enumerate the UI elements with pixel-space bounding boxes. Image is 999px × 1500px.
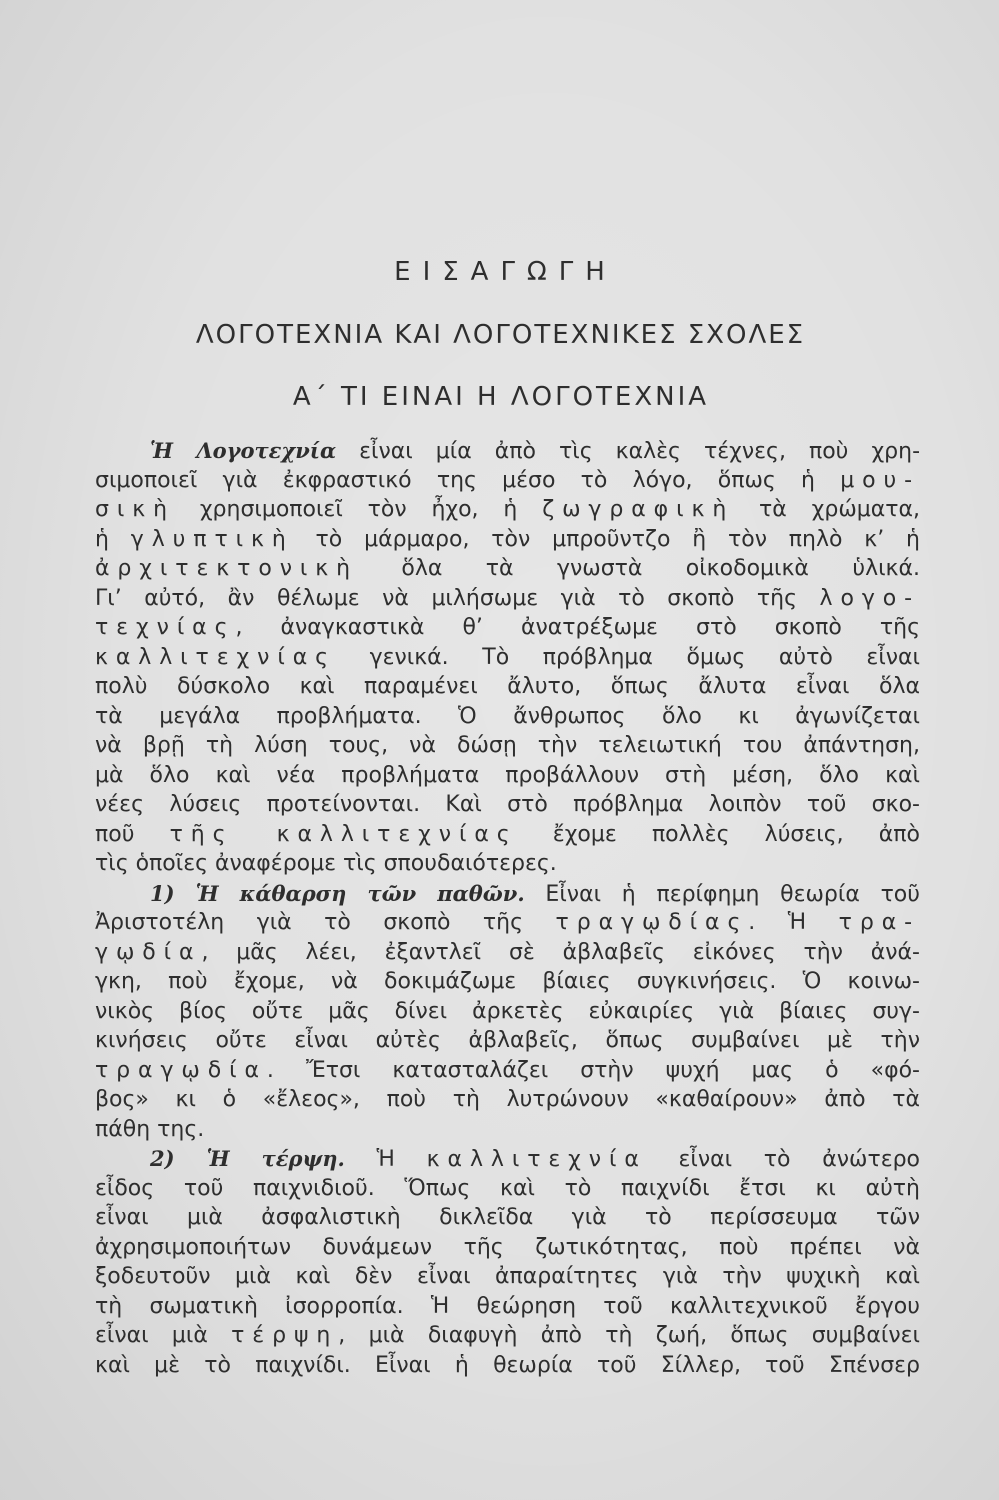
text-run: εἶναι μιὰ bbox=[95, 1323, 232, 1348]
text-run: τὰ χρώματα, bbox=[734, 497, 920, 522]
text-run: ἀχρησιμοποιήτων δυνάμεων τῆς ζωτικότητας, ποὺ πρέπει νὰ bbox=[95, 1234, 920, 1260]
text-run: Γι’ αὐτό, ἂν θέλωμε νὰ μιλήσωμε γιὰ τὸ σκοπὸ τῆς bbox=[95, 585, 820, 611]
text-line bbox=[95, 466, 920, 496]
text-line bbox=[95, 938, 920, 968]
text-run: ἔχομε πολλὲς λύσεις, ἀπὸ bbox=[517, 821, 920, 847]
text-line bbox=[95, 584, 920, 614]
spaced-emphasis: σικὴ bbox=[95, 497, 175, 522]
spaced-emphasis: γλυπτικὴ bbox=[130, 526, 294, 552]
text-run: χρησιμοποιεῖ τὸν ἦχο, ἡ bbox=[174, 497, 543, 522]
text-run: ξοδευτοῦν μιὰ καὶ δὲν εἶναι ἀπαραίτητες γιὰ τὴν ψυχικὴ καὶ bbox=[95, 1264, 920, 1289]
text-run: , μιὰ διαφυγὴ ἀπὸ τὴ ζωή, ὅπως συμβαίνει bbox=[338, 1323, 920, 1348]
text-line bbox=[95, 554, 920, 584]
spaced-emphasis: μου- bbox=[840, 467, 920, 493]
text-line bbox=[95, 495, 920, 525]
text-run: μὰ ὅλο καὶ νέα προβλήματα προβάλλουν στὴ μέση, ὅλο καὶ bbox=[95, 762, 920, 788]
text-run: , μᾶς λέει, ἐξαντλεῖ σὲ ἀβλαβεῖς εἰκόνες τὴν ἀνά- bbox=[201, 939, 920, 965]
text-run: . Ἔτσι κατασταλάζει στὴν ψυχή μας ὁ «φό- bbox=[266, 1057, 920, 1083]
text-line bbox=[95, 1144, 920, 1174]
text-run: Ἡ bbox=[344, 1147, 427, 1172]
text-line bbox=[95, 908, 920, 938]
text-run: τὴ σωματικὴ ἰσορροπία. Ἡ θεώρηση τοῦ καλλιτεχνικοῦ ἔργου bbox=[95, 1293, 920, 1319]
text-run: βος» κι ὁ «ἔλεος», ποὺ τὴ λυτρώνουν «καθαίρουν» ἀπὸ τὰ bbox=[95, 1087, 920, 1112]
spaced-emphasis: τρα- bbox=[838, 910, 920, 935]
text-run: τὰ μεγάλα προβλήματα. Ὁ ἄνθρωπος ὅλο κι ἀγωνίζεται bbox=[95, 703, 920, 729]
emphasized-heading: 1) Ἡ κάθαρση τῶν παθῶν. bbox=[150, 880, 525, 906]
text-line bbox=[95, 761, 920, 791]
emphasized-heading: 2) Ἡ τέρψη. bbox=[150, 1146, 345, 1171]
text-line bbox=[95, 1026, 920, 1056]
text-line bbox=[95, 879, 920, 909]
text-line bbox=[95, 849, 920, 879]
text-line bbox=[95, 525, 920, 555]
text-run: νέες λύσεις προτείνονται. Καὶ στὸ πρόβλημα λοιπὸν τοῦ σκο- bbox=[95, 792, 920, 817]
spaced-emphasis: γῳδία bbox=[95, 939, 202, 965]
spaced-emphasis: λογο- bbox=[819, 585, 920, 611]
text-run: ὅλα τὰ γνωστὰ οἰκοδομικὰ ὑλικά. bbox=[358, 556, 920, 581]
paragraph bbox=[95, 436, 920, 879]
chapter-subtitle: ΛΟΓΟΤΕΧΝΙΑ ΚΑΙ ΛΟΓΟΤΕΧΝΙΚΕΣ ΣΧΟΛΕΣ bbox=[195, 320, 806, 350]
spaced-emphasis: τέρψη bbox=[231, 1323, 339, 1348]
text-run: καὶ μὲ τὸ παιχνίδι. Εἶναι ἡ θεωρία τοῦ Σίλλερ, τοῦ Σπένσερ bbox=[95, 1352, 920, 1378]
text-run: , ἀναγκαστικὰ θ’ ἀνατρέξωμε στὸ σκοπὸ τῆς bbox=[235, 615, 920, 640]
text-line bbox=[95, 672, 920, 702]
text-run: νικὸς βίος οὔτε μᾶς δίνει ἀρκετὲς εὐκαιρίες γιὰ βίαιες συγ- bbox=[95, 998, 920, 1024]
text-run: ποῦ bbox=[95, 821, 170, 847]
text-run: εἶναι μία ἀπὸ τὶς καλὲς τέχνες, ποὺ χρη- bbox=[336, 439, 920, 464]
paragraph bbox=[95, 1144, 920, 1380]
text-run: εἶναι τὸ ἀνώτερο bbox=[646, 1147, 920, 1172]
text-line bbox=[95, 1351, 920, 1381]
text-line bbox=[95, 967, 920, 997]
text-line bbox=[95, 1115, 920, 1145]
text-line bbox=[95, 1262, 920, 1292]
text-run: ἡ bbox=[95, 526, 131, 552]
text-run: τὶς ὁποῖες ἀναφέρομε τὶς σπουδαιότερες. bbox=[95, 851, 557, 876]
text-line bbox=[95, 790, 920, 820]
text-run: γενικά. Τὸ πρόβλημα ὅμως αὐτὸ εἶναι bbox=[335, 644, 920, 670]
text-line bbox=[95, 1292, 920, 1322]
text-line bbox=[95, 1321, 920, 1351]
text-line bbox=[95, 1174, 920, 1204]
text-run: σιμοποιεῖ γιὰ ἐκφραστικό της μέσο τὸ λόγο, ὅπως ἡ bbox=[95, 467, 841, 493]
text-line bbox=[95, 1085, 920, 1115]
text-line bbox=[95, 1203, 920, 1233]
text-line bbox=[95, 702, 920, 732]
chapter-title: ΕΙΣΑΓΩΓΗ bbox=[394, 257, 617, 287]
spaced-emphasis: καλλιτεχνία bbox=[426, 1147, 647, 1172]
text-run: εἶδος τοῦ παιχνιδιοῦ. Ὅπως καὶ τὸ παιχνίδι ἔτσι κι αὐτὴ bbox=[95, 1175, 920, 1201]
spaced-emphasis: ἀρχιτεκτονικὴ bbox=[95, 556, 359, 581]
spaced-emphasis: τῆς καλλιτεχνίας bbox=[169, 821, 518, 847]
text-line bbox=[95, 1233, 920, 1263]
text-run: γκη, ποὺ ἔχομε, νὰ δοκιμάζωμε βίαιες συγκινήσεις. Ὁ κοινω- bbox=[95, 969, 920, 994]
section-heading: Α΄ ΤΙ ΕΙΝΑΙ Η ΛΟΓΟΤΕΧΝΙΑ bbox=[292, 382, 710, 412]
text-run: τὸ μάρμαρο, τὸν μπροῦντζο ἢ τὸν πηλὸ κ’ ἡ bbox=[293, 526, 920, 552]
text-line bbox=[95, 613, 920, 643]
text-line bbox=[95, 731, 920, 761]
text-run: νὰ βρῇ τὴ λύση τους, νὰ δώσῃ τὴν τελειωτική του ἀπάντηση, bbox=[95, 733, 920, 758]
emphasized-heading: Ἡ Λογοτεχνία bbox=[150, 438, 337, 463]
text-run: Ἀριστοτέλη γιὰ τὸ σκοπὸ τῆς bbox=[95, 910, 556, 935]
spaced-emphasis: τραγῳδίας bbox=[555, 910, 749, 935]
spaced-emphasis: ζωγραφικὴ bbox=[542, 497, 735, 522]
body-text bbox=[95, 436, 920, 1380]
spaced-emphasis: τεχνίας bbox=[95, 615, 236, 640]
text-line bbox=[95, 997, 920, 1027]
text-run: Εἶναι ἡ περίφημη θεωρία τοῦ bbox=[524, 881, 920, 907]
text-line bbox=[95, 436, 920, 466]
text-run: πολὺ δύσκολο καὶ παραμένει ἄλυτο, ὅπως ἄλυτα εἶναι ὅλα bbox=[95, 674, 920, 699]
text-run: πάθη της. bbox=[95, 1116, 205, 1142]
text-run: . Ἡ bbox=[748, 910, 839, 935]
spaced-emphasis: τραγῳδία bbox=[95, 1057, 267, 1083]
text-run: κινήσεις οὔτε εἶναι αὐτὲς ἀβλαβεῖς, ὅπως συμβαίνει μὲ τὴν bbox=[95, 1028, 920, 1053]
text-line bbox=[95, 643, 920, 673]
text-line bbox=[95, 1056, 920, 1086]
text-line bbox=[95, 820, 920, 850]
text-run: εἶναι μιὰ ἀσφαλιστικὴ δικλεῖδα γιὰ τὸ περίσσευμα τῶν bbox=[95, 1205, 920, 1230]
spaced-emphasis: καλλιτεχνίας bbox=[95, 644, 336, 670]
paragraph bbox=[95, 879, 920, 1145]
